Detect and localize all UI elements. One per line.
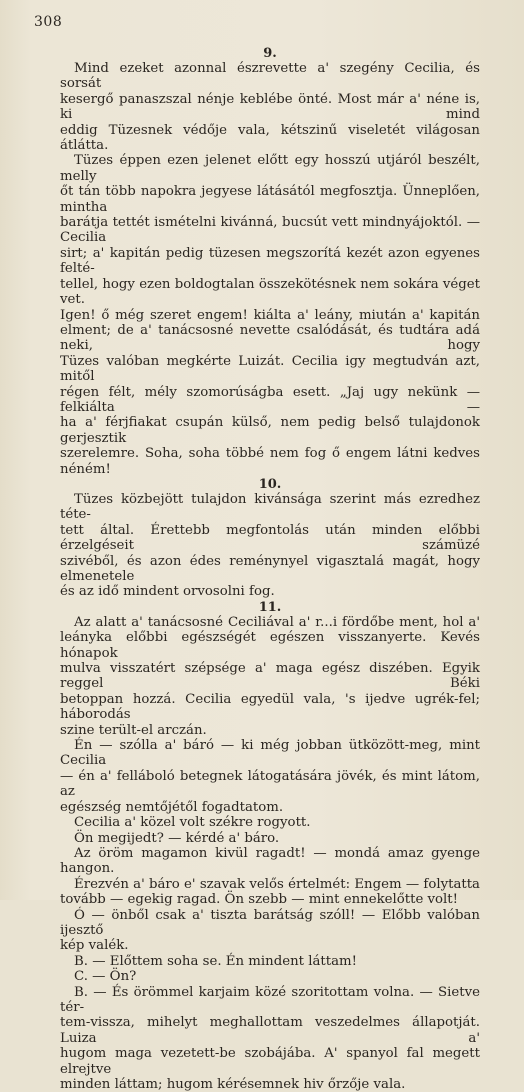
- text-line: minden láttam; hugom kérésemnek hiv őrzője vala.: [60, 1077, 406, 1092]
- text-line: és az idő mindent orvosolni fog.: [60, 584, 275, 600]
- paragraph: [60, 846, 480, 877]
- text-line: sirt; a' kapitán pedig tüzesen megszorítá kezét azon egyenes felté-: [60, 245, 480, 277]
- text-line: elment; de a' tanácsosné nevette csalódását, és tudtára adá neki, hogy: [60, 322, 480, 354]
- paragraph: [60, 985, 480, 1092]
- text-line: Én — szólla a' báró — ki még jobban ütközött-meg, mint Cecilia: [60, 738, 480, 769]
- section-number: 10.: [258, 476, 282, 492]
- text-line: őt tán több napokra jegyese látásától megfosztja. Ünneplően, mintha: [60, 184, 480, 215]
- text-line: B. — És örömmel karjaim közé szoritottam volna. — Sietve tér-: [60, 984, 480, 1015]
- paragraph: [60, 877, 480, 908]
- section-number: 11.: [258, 599, 282, 615]
- text-line: Cecilia a' közel volt székre rogyott.: [74, 815, 311, 831]
- text-line: régen félt, mély szomorúságba esett. „Jaj ugy nekünk — felkiálta —: [60, 384, 480, 415]
- text-line: barátja tettét ismételni kivánná, bucsút vett mindnyájoktól. — Cecilia: [60, 215, 480, 246]
- text-line: Ön megijedt? — kérdé a' báro.: [74, 830, 280, 846]
- text-line: Az öröm magamon kivül ragadt! — mondá amaz gyenge hangon.: [60, 845, 480, 877]
- text-line: ha a' férjfiakat csupán külső, nem pedig belső tulajdonok gerjesztik: [60, 415, 480, 446]
- paragraph: [60, 61, 480, 153]
- paragraph: [60, 908, 480, 954]
- paragraph: [60, 815, 480, 830]
- text-line: Mind ezeket azonnal észrevette a' szegény Cecilia, és sorsát: [60, 61, 480, 92]
- paragraph: [60, 492, 480, 600]
- text-line: kesergő panaszszal nénje keblébe önté. Most már a' néne is, ki mind: [60, 91, 480, 123]
- text-line: C. — Ön?: [74, 969, 137, 985]
- text-line: hugom maga vezetett-be szobájába. A' spanyol fal megett elrejtve: [60, 1046, 480, 1077]
- text-line: Tüzes közbejött tulajdon kivánsága szerint más ezredhez téte-: [60, 491, 480, 523]
- text-line: B. — Előttem soha se. Én mindent láttam!: [74, 953, 357, 969]
- text-line: kép valék.: [60, 938, 129, 954]
- text-line: leányka előbbi egészségét egészen visszanyerte. Kevés hónapok: [60, 630, 480, 661]
- paragraph: [60, 615, 480, 738]
- text-line: tovább — egekig ragad. Ön szebb — mint ennekelőtte volt!: [60, 892, 458, 908]
- text-line: Az alatt a' tanácsosné Ceciliával a' r...i fördőbe ment, hol a': [74, 614, 480, 630]
- text-line: Tüzes valóban megkérte Luizát. Cecilia igy megtudván azt, mitől: [60, 353, 480, 385]
- text-line: szerelemre. Soha, soha többé nem fog ő engem látni kedves néném!: [60, 446, 480, 477]
- text-body: [60, 46, 480, 1092]
- text-line: szivéből, és azon édes reménynyel vigasztalá magát, hogy elmenetele: [60, 553, 480, 584]
- section-number: 9.: [263, 46, 277, 61]
- text-line: szine terült-el arczán.: [60, 722, 207, 738]
- text-line: tellel, hogy ezen boldogtalan összekötésnek nem sokára véget vet.: [60, 276, 480, 308]
- page-number: 308: [34, 14, 63, 30]
- text-line: mulva visszatért szépsége a' maga egész diszében. Egyik reggel Béki: [60, 661, 480, 692]
- text-line: Tüzes éppen ezen jelenet előtt egy hosszú utjáról beszélt, melly: [60, 153, 480, 184]
- paragraph: [60, 831, 480, 846]
- text-line: egészség nemtőjétől fogadtatom.: [60, 799, 284, 815]
- text-line: Ó — önből csak a' tiszta barátság szóll! — Előbb valóban ijesztő: [60, 907, 480, 938]
- text-line: eddig Tüzesnek védője vala, kétszinű viseletét világosan átlátta.: [60, 122, 480, 154]
- text-line: tem-vissza, mihelyt meghallottam veszedelmes állapotját. Luiza a': [60, 1015, 480, 1046]
- text-line: tett által. Érettebb megfontolás után minden előbbi érzelgéseit számüzé: [60, 522, 480, 554]
- paragraph: [60, 738, 480, 815]
- text-line: betoppan hozzá. Cecilia egyedül vala, 's ijedve ugrék-fel; háborodás: [60, 691, 480, 723]
- paragraph: [60, 153, 480, 477]
- text-line: Érezvén a' báro e' szavak velős értelmét: Engem — folytatta: [74, 876, 480, 892]
- text-line: Igen! ő még szeret engem! kiálta a' leány, miután a' kapitán: [60, 307, 480, 323]
- paragraph: [60, 954, 480, 969]
- paragraph: [60, 969, 480, 984]
- text-line: — én a' felláboló betegnek látogatására jövék, és mint látom, az: [60, 768, 480, 800]
